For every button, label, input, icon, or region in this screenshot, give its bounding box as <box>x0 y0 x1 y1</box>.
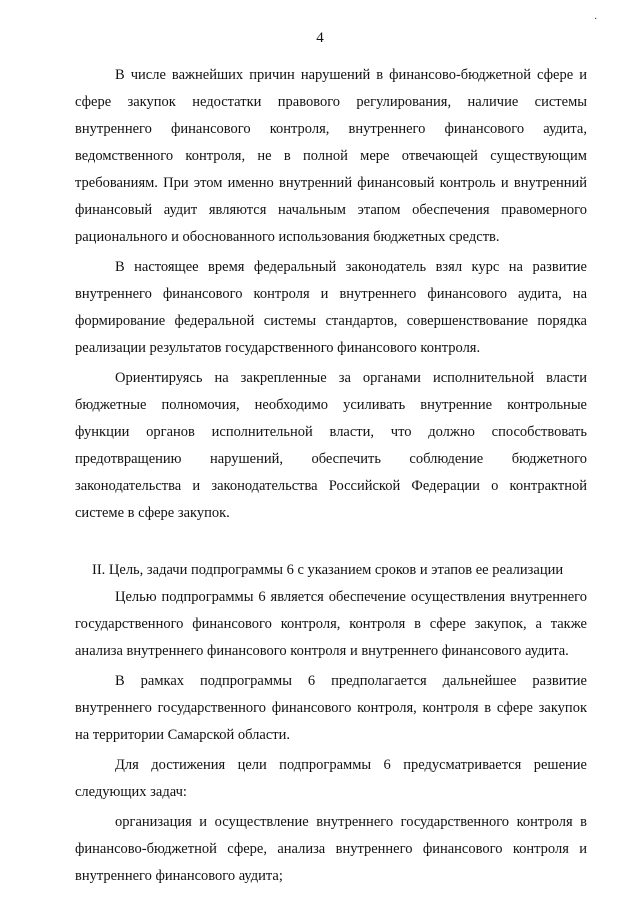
paragraph-tasks-intro: Для достижения цели подпрограммы 6 предусматривается решение следующих задач: <box>75 757 587 800</box>
page-number: 4 <box>316 30 324 46</box>
paragraph-violations-causes: В числе важнейших причин нарушений в финансово-бюджетной сфере и сфере закупок недостатки правового регулирования, наличие системы внутреннего финансового контроля, внутреннего финансового аудита, ведомственного контроля, не в полной мере отвечающей существующим требованиям. При этом именно внутренний финансовый контроль и внутренний финансовый аудит являются начальным этапом обеспечения правомерного рационального и обоснованного использования бюджетных средств. <box>75 67 587 245</box>
paragraph-federal-course: В настоящее время федеральный законодатель взял курс на развитие внутреннего финансового контроля и внутреннего финансового аудита, на формирование федеральной системы стандартов, совершенствование порядка реализации результатов государственного финансового контроля. <box>75 259 587 356</box>
section-heading: II. Цель, задачи подпрограммы 6 с указанием сроков и этапов ее реализации <box>92 562 564 578</box>
page-body <box>75 62 587 893</box>
paragraph-task-1: организация и осуществление внутреннего государственного контроля в финансово-бюджетной сфере, анализа внутреннего финансового контроля и внутреннего финансового аудита; <box>75 814 587 884</box>
paragraph-development: В рамках подпрограммы 6 предполагается дальнейшее развитие внутреннего государственного финансового контроля, контроля в сфере закупок на территории Самарской области. <box>75 673 587 743</box>
paragraph-goal: Целью подпрограммы 6 является обеспечение осуществления внутреннего государственного финансового контроля, контроля в сфере закупок, а также анализа внутреннего финансового контроля и внутреннего финансового аудита. <box>75 589 587 659</box>
corner-mark: · <box>594 14 598 25</box>
paragraph-executive-powers: Ориентируясь на закрепленные за органами исполнительной власти бюджетные полномочия, необходимо усиливать внутренние контрольные функции органов исполнительной власти, что должно способствовать предотвращению нарушений, обеспечить соблюдение бюджетного законодательства и законодательства Российской Федерации о контрактной системе в сфере закупок. <box>75 370 587 521</box>
